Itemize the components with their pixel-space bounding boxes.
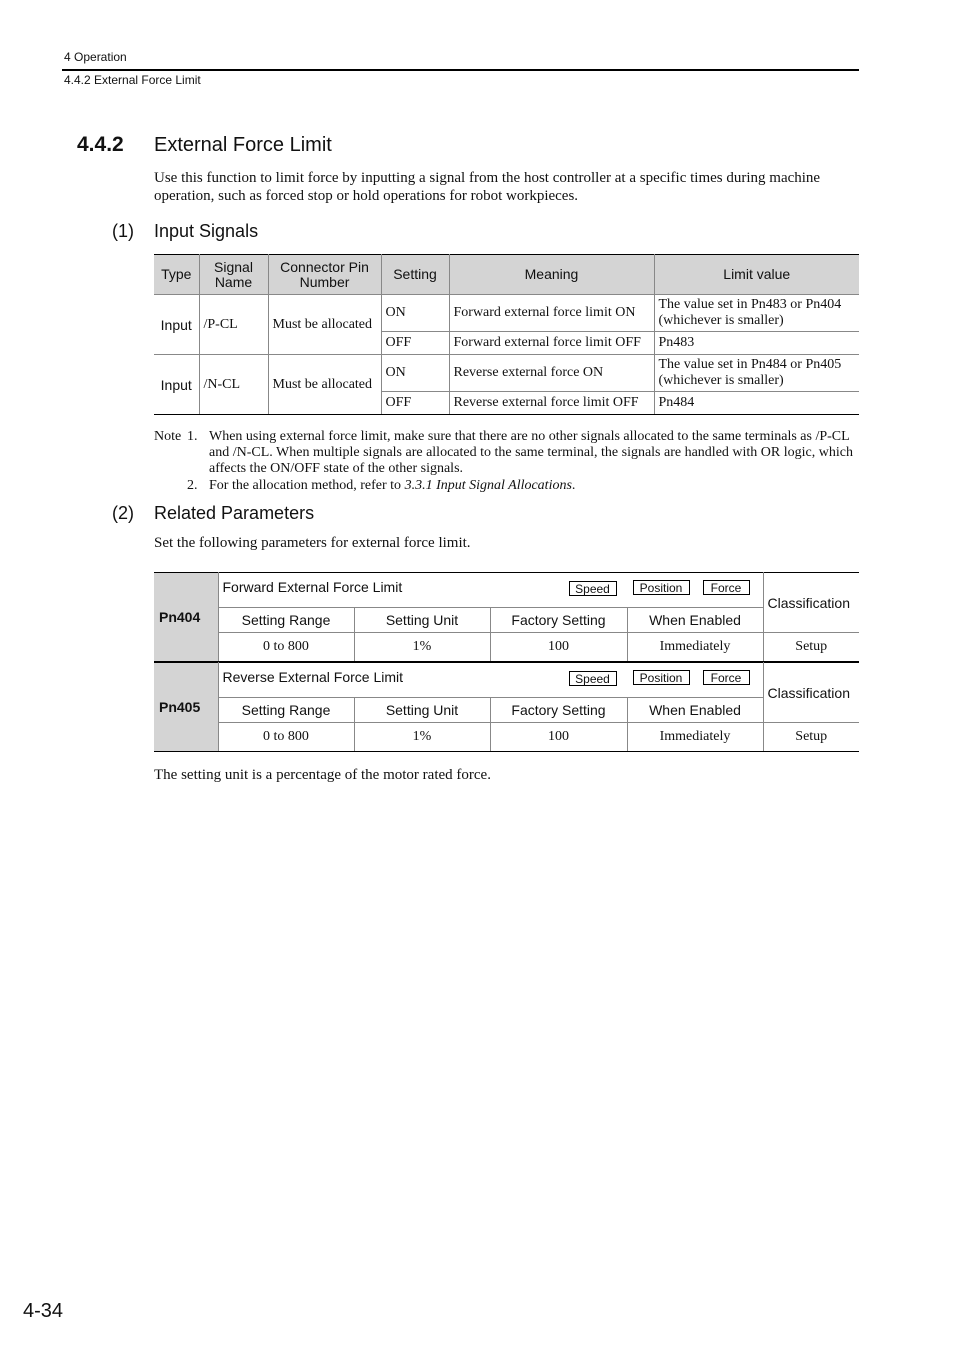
cross-reference-link[interactable]: 3.3.1 Input Signal Allocations — [404, 478, 572, 493]
classification-label: Classification — [763, 573, 859, 633]
notes — [154, 429, 860, 494]
position-badge: Position — [633, 670, 690, 685]
note-number: 2. — [187, 478, 198, 493]
meaning-cell: Reverse external force ON — [449, 355, 654, 392]
parameter-number: Pn405 — [154, 663, 218, 752]
note-item — [154, 429, 860, 477]
subheading-title: Input Signals — [154, 221, 259, 241]
setting-unit-label: Setting Unit — [354, 698, 490, 723]
section-number: 4.4.2 — [77, 133, 124, 156]
setting-unit-value: 1% — [354, 633, 490, 662]
column-header: Limit value — [654, 255, 859, 295]
page-number: 4-34 — [23, 1300, 64, 1322]
signal-name-cell: /N-CL — [199, 355, 268, 415]
running-header-chapter: 4 Operation — [64, 50, 127, 64]
note-number: 1. — [187, 429, 198, 444]
column-header: Meaning — [449, 255, 654, 295]
speed-badge: Speed — [569, 581, 617, 596]
parameter-title-cell — [218, 663, 763, 698]
section-intro: Use this function to limit force by inputting a signal from the host controller at a specific times during machine operation, such as forced stop or hold operations for robot workpieces. — [154, 170, 821, 204]
setting-range-value: 0 to 800 — [218, 633, 354, 662]
pin-number-cell: Must be allocated — [268, 295, 381, 355]
classification-label: Classification — [763, 663, 859, 723]
setting-cell: ON — [381, 355, 449, 392]
header-rule — [62, 69, 859, 71]
speed-badge: Speed — [569, 671, 617, 686]
table-header-row — [154, 255, 859, 295]
note-text: For the allocation method, refer to — [209, 478, 405, 493]
factory-setting-value: 100 — [490, 633, 627, 662]
setting-range-label: Setting Range — [218, 608, 354, 633]
section-title: External Force Limit — [154, 134, 332, 156]
limit-value-cell: The value set in Pn483 or Pn404 (whichever is smaller) — [654, 295, 859, 332]
setting-cell: OFF — [381, 392, 449, 415]
parameter-table-pn404 — [154, 572, 859, 662]
setting-range-label: Setting Range — [218, 698, 354, 723]
force-badge: Force — [703, 580, 750, 595]
note-item — [154, 478, 860, 494]
param-title-row — [154, 573, 859, 608]
input-signals-table — [154, 254, 859, 415]
limit-value-cell: The value set in Pn484 or Pn405 (whichever is smaller) — [654, 355, 859, 392]
note-text: When using external force limit, make sure that there are no other signals allocated to the same terminals as /P-CL and /N-CL. When multiple signals are allocated to the same terminal, the signals are handled with OR logic, which affects the ON/OFF state of the other signals. — [209, 429, 853, 476]
param-header-row — [154, 698, 859, 723]
meaning-cell: Forward external force limit OFF — [449, 332, 654, 355]
parameter-title-cell — [218, 573, 763, 608]
column-header: Type — [154, 255, 199, 295]
table-row — [154, 355, 859, 392]
factory-setting-label: Factory Setting — [490, 698, 627, 723]
setting-cell: ON — [381, 295, 449, 332]
param-header-row — [154, 608, 859, 633]
subheading-number: (1) — [112, 221, 134, 241]
signal-name-cell: /P-CL — [199, 295, 268, 355]
param-value-row — [154, 633, 859, 662]
setting-unit-label: Setting Unit — [354, 608, 490, 633]
column-header: Connector Pin Number — [268, 255, 381, 295]
related-parameters-intro: Set the following parameters for external force limit. — [154, 535, 471, 551]
type-cell: Input — [154, 295, 199, 355]
when-enabled-label: When Enabled — [627, 698, 763, 723]
param-value-row — [154, 723, 859, 752]
limit-value-cell: Pn484 — [654, 392, 859, 415]
position-badge: Position — [633, 580, 690, 595]
factory-setting-label: Factory Setting — [490, 608, 627, 633]
subheading-title: Related Parameters — [154, 503, 315, 523]
factory-setting-value: 100 — [490, 723, 627, 752]
type-cell: Input — [154, 355, 199, 415]
column-header: Signal Name — [199, 255, 268, 295]
setting-unit-value: 1% — [354, 723, 490, 752]
parameter-number: Pn404 — [154, 573, 218, 662]
classification-value: Setup — [763, 723, 859, 752]
setting-cell: OFF — [381, 332, 449, 355]
note-text-end: . — [571, 478, 576, 493]
param-title-row — [154, 663, 859, 698]
column-header: Setting — [381, 255, 449, 295]
note-label: Note — [154, 429, 182, 444]
force-badge: Force — [703, 670, 750, 685]
parameter-name: Forward External Force Limit — [222, 579, 403, 595]
pin-number-cell: Must be allocated — [268, 355, 381, 415]
meaning-cell: Forward external force limit ON — [449, 295, 654, 332]
setting-range-value: 0 to 800 — [218, 723, 354, 752]
subheading-number: (2) — [112, 503, 134, 523]
table-row — [154, 295, 859, 332]
parameter-name: Reverse External Force Limit — [222, 669, 404, 685]
setting-unit-note: The setting unit is a percentage of the motor rated force. — [154, 767, 491, 783]
when-enabled-label: When Enabled — [627, 608, 763, 633]
meaning-cell: Reverse external force limit OFF — [449, 392, 654, 415]
classification-value: Setup — [763, 633, 859, 662]
when-enabled-value: Immediately — [627, 633, 763, 662]
running-header-section: 4.4.2 External Force Limit — [64, 73, 201, 87]
parameter-table-pn405 — [154, 662, 859, 752]
limit-value-cell: Pn483 — [654, 332, 859, 355]
when-enabled-value: Immediately — [627, 723, 763, 752]
